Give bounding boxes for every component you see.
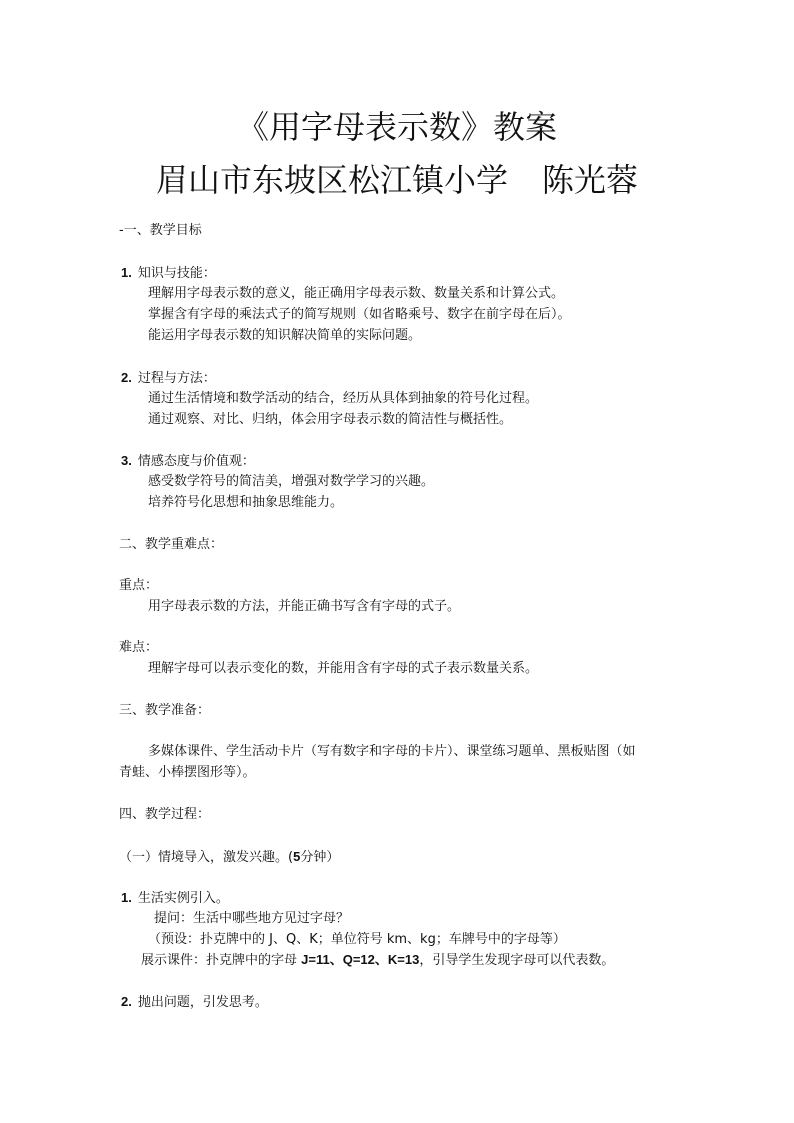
difficulty-text: 理解字母可以表示变化的数，并能用含有字母的式子表示数量关系。 (148, 661, 539, 676)
knowledge-item: 理解用字母表示数的意义，能正确用字母表示数、数量关系和计算公式。 (148, 286, 565, 301)
emotion-item: 感受数学符号的简洁美，增强对数学学习的兴趣。 (148, 474, 435, 489)
focus-text: 用字母表示数的方法，并能正确书写含有字母的式子。 (148, 599, 461, 614)
part1-duration: 5 (293, 849, 301, 864)
school-name: 眉山市东坡区松江镇小学 (155, 161, 508, 199)
step1-label: 生活实例引入。 (137, 891, 229, 906)
knowledge-heading (121, 264, 216, 283)
knowledge-label: 知识与技能： (137, 266, 216, 281)
key-points-heading: 二、教学重难点： (119, 537, 224, 552)
knowledge-number: 1. (121, 265, 132, 280)
knowledge-item: 能运用字母表示数的知识解决简单的实际问题。 (148, 328, 422, 343)
step1-question: 提问：生活中哪些地方见过字母？ (154, 911, 350, 926)
part1-prefix: （一）情境导入，激发兴趣。( (119, 850, 294, 865)
step1-show-prefix: 展示课件：扑克牌中的字母 (141, 953, 302, 968)
emotion-item: 培养符号化思想和抽象思维能力。 (148, 495, 344, 510)
step1-heading (121, 889, 229, 908)
step1-show-suffix: ，引导学生发现字母可以代表数。 (419, 953, 615, 968)
author-line (0, 160, 794, 200)
part1-suffix: 分钟） (300, 850, 340, 865)
preparation-heading: 三、教学准备： (119, 703, 211, 718)
process-method-item: 通过观察、对比、归纳，体会用字母表示数的简洁性与概括性。 (148, 412, 513, 427)
emotion-label: 情感态度与价值观： (137, 454, 255, 469)
part1-heading (119, 848, 339, 867)
step2-number: 2. (121, 994, 132, 1009)
step1-show (141, 951, 614, 970)
difficulty-label: 难点： (119, 640, 159, 655)
step1-preset: （预设：扑克牌中的 J、Q、K；单位符号 km、kg；车牌号中的字母等） (148, 932, 566, 947)
process-heading: 四、教学过程： (119, 807, 211, 822)
step1-show-values: J=11、Q=12、K=13 (301, 952, 420, 967)
process-method-label: 过程与方法： (137, 371, 216, 386)
focus-label: 重点： (119, 578, 159, 593)
objectives-heading: -一、教学目标 (119, 223, 202, 238)
preparation-text-line1: 多媒体课件、学生活动卡片（写有数字和字母的卡片）、课堂练习题单、黑板贴图（如 (148, 744, 636, 759)
step2-heading (121, 993, 268, 1012)
process-method-item: 通过生活情境和数学活动的结合，经历从具体到抽象的符号化过程。 (148, 391, 539, 406)
emotion-number: 3. (121, 453, 132, 468)
step1-number: 1. (121, 890, 132, 905)
process-method-heading (121, 369, 216, 388)
process-method-number: 2. (121, 370, 132, 385)
teacher-name: 陈光蓉 (542, 161, 639, 199)
emotion-heading (121, 452, 255, 471)
document-title: 《用字母表示数》教案 (236, 108, 557, 146)
preparation-text-line2: 青蛙、小棒摆图形等）。 (119, 765, 256, 780)
knowledge-item: 掌握含有字母的乘法式子的简写规则（如省略乘号、数字在前字母在后）。 (148, 307, 571, 322)
step2-label: 抛出问题，引发思考。 (137, 995, 268, 1010)
